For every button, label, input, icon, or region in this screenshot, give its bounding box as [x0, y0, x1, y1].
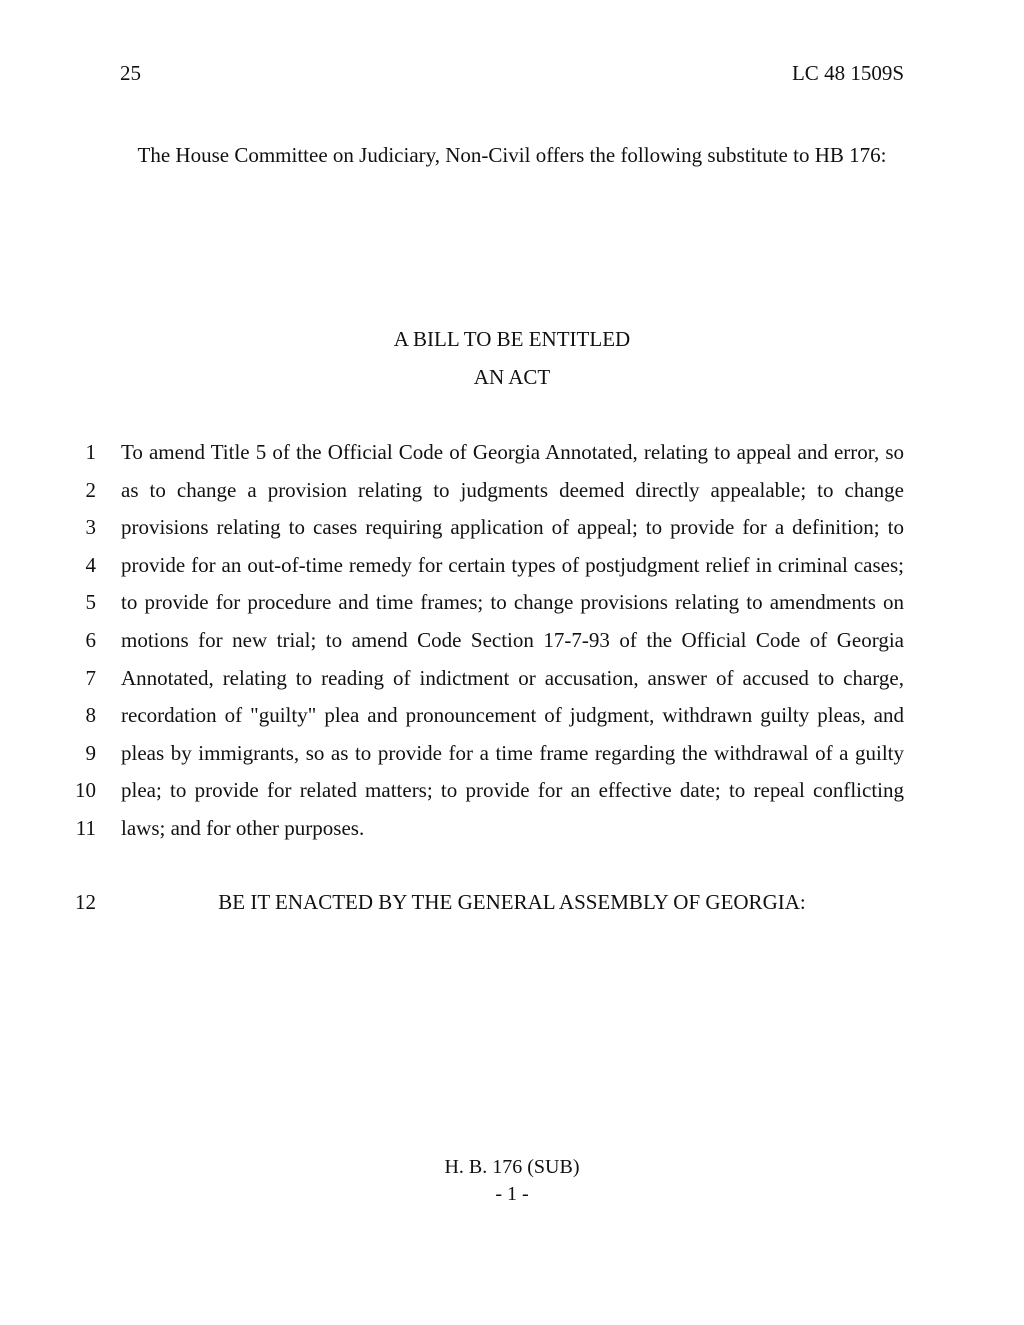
- body-line: [0, 628, 1024, 665]
- line-text: recordation of "guilty" plea and pronouncement of judgment, withdrawn guilty pleas, and: [121, 703, 904, 728]
- bill-title-line-2: AN ACT: [473, 365, 551, 389]
- line-text: provide for an out-of-time remedy for certain types of postjudgment relief in criminal cases;: [121, 552, 904, 577]
- line-number: 1: [85, 440, 96, 464]
- line-number: 9: [85, 740, 96, 765]
- header-doc-code: LC 48 1509S: [791, 61, 904, 85]
- body-line: [0, 666, 1024, 703]
- line-number: 12: [75, 890, 96, 914]
- body-line: [0, 440, 1024, 477]
- intro-statement: The House Committee on Judiciary, Non-Civil offers the following substitute to HB 176:: [137, 143, 887, 167]
- line-text: to provide for procedure and time frames; to change provisions relating to amendments on: [121, 590, 904, 615]
- body-line: [0, 515, 1024, 552]
- body-line: [0, 816, 1024, 853]
- body-line: [0, 741, 1024, 778]
- line-number: 11: [75, 816, 96, 840]
- line-text: pleas by immigrants, so as to provide for a time frame regarding the withdrawal of a guilty: [121, 740, 904, 765]
- line-text: plea; to provide for related matters; to provide for an effective date; to repeal conflicting: [121, 778, 904, 803]
- body-line: [0, 590, 1024, 627]
- body-line: [0, 478, 1024, 515]
- header-page-ref: 25: [120, 61, 141, 85]
- line-number: 2: [85, 477, 96, 502]
- line-text: provisions relating to cases requiring application of appeal; to provide for a definition; to: [121, 515, 904, 540]
- line-text: motions for new trial; to amend Code Section 17-7-93 of the Official Code of Georgia: [121, 628, 904, 652]
- line-number: 7: [85, 665, 96, 690]
- body-line: [0, 778, 1024, 815]
- line-number: 4: [85, 552, 96, 577]
- line-number: 3: [85, 515, 96, 540]
- enacting-clause: [0, 890, 1024, 927]
- body-line: [0, 553, 1024, 590]
- footer-page-number: - 1 -: [495, 1183, 529, 1205]
- line-text: Annotated, relating to reading of indictment or accusation, answer of accused to charge,: [121, 665, 904, 690]
- footer-bill-id: H. B. 176 (SUB): [444, 1156, 580, 1178]
- line-number: 5: [85, 590, 96, 615]
- body-line: [0, 703, 1024, 740]
- line-number: 6: [85, 628, 96, 652]
- bill-title-line-1: A BILL TO BE ENTITLED: [393, 327, 631, 351]
- line-text: as to change a provision relating to judgments deemed directly appealable; to change: [121, 477, 904, 502]
- line-text: laws; and for other purposes.: [121, 816, 365, 840]
- enacting-text: BE IT ENACTED BY THE GENERAL ASSEMBLY OF GEORGIA:: [218, 890, 806, 914]
- line-number: 10: [75, 778, 96, 803]
- line-number: 8: [85, 703, 96, 728]
- line-text: To amend Title 5 of the Official Code of Georgia Annotated, relating to appeal and error, so: [121, 440, 904, 464]
